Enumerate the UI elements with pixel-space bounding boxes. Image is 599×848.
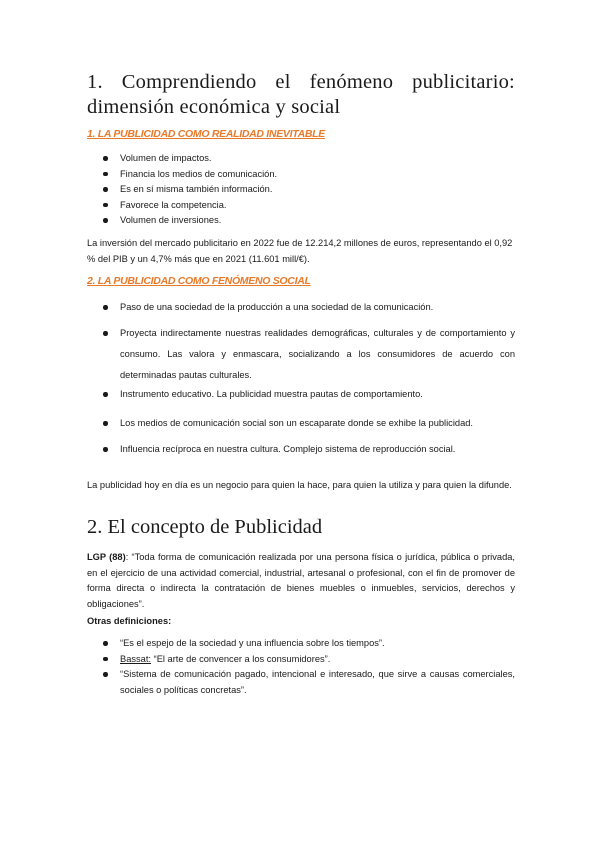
business-paragraph-text: La publicidad hoy en día es un negocio para quien la hace, para quien la utiliza y para quien la difunde. <box>87 480 512 490</box>
heading-1 <box>87 70 515 120</box>
heading-1-word: fenómeno <box>309 71 394 93</box>
heading-1-word: el <box>275 71 291 93</box>
list-item: Los medios de comunicación social son un escaparate donde se exhibe la publicidad. <box>103 414 515 433</box>
list-item: Volumen de inversiones. <box>103 213 515 229</box>
bassat-text: “El arte de convencer a los consumidores”. <box>151 653 331 664</box>
list-item: Influencia recíproca en nuestra cultura. Complejo sistema de reproducción social. <box>103 440 515 459</box>
section-1-title: 1. LA PUBLICIDAD COMO REALIDAD INEVITABLE <box>87 128 325 140</box>
business-paragraph <box>87 478 515 494</box>
list-item: “Es el espejo de la sociedad y una influencia sobre los tiempos”. <box>103 636 515 652</box>
list-item <box>103 652 515 668</box>
list-item: Es en sí misma también información. <box>103 182 515 198</box>
heading-1-word: Comprendiendo <box>121 71 257 93</box>
other-definitions-title: Otras definiciones: <box>87 616 172 626</box>
list-item: Proyecta indirectamente nuestras realidades demográficas, culturales y de comportamiento y consumo. Las valora y enmascara, socializando a los consumidores de acuerdo con determinadas pautas culturales. <box>103 323 515 386</box>
section-1-bullet-list <box>103 151 515 229</box>
investment-paragraph: La inversión del mercado publicitario en 2022 fue de 12.214,2 millones de euros, representando el 0,92 % del PIB y un 4,7% más que en 2021 (11.601 mill/€). <box>87 238 513 264</box>
heading-1-line-1 <box>87 70 515 95</box>
heading-2: 2. El concepto de Publicidad <box>87 516 323 538</box>
section-2-title: 2. LA PUBLICIDAD COMO FENÓMENO SOCIAL <box>87 275 311 287</box>
heading-1-word: publicitario: <box>412 71 515 93</box>
other-definitions-list <box>103 636 515 698</box>
list-item: Paso de una sociedad de la producción a una sociedad de la comunicación. <box>103 298 515 317</box>
heading-1-word: 1. <box>87 71 103 93</box>
lgp-definition <box>87 550 515 612</box>
list-item: Favorece la competencia. <box>103 198 515 214</box>
list-item: Instrumento educativo. La publicidad muestra pautas de comportamiento. <box>103 385 515 404</box>
bassat-label: Bassat: <box>120 653 152 664</box>
lgp-text: : “Toda forma de comunicación realizada por una persona física o jurídica, pública o privada, en el ejercicio de una actividad comercial, industrial, artesanal o profesional, con el fin de promover de forma directa o indirecta la contratación de bienes muebles o inmuebles, servicios, derechos y obligaciones”. <box>87 552 515 609</box>
lgp-label: LGP (88) <box>87 552 126 562</box>
heading-1-line-2: dimensión económica y social <box>87 96 341 118</box>
list-item: Volumen de impactos. <box>103 151 515 167</box>
list-item: Financia los medios de comunicación. <box>103 167 515 183</box>
list-item: “Sistema de comunicación pagado, intencional e interesado, que sirve a causas comerciales, sociales o políticas concretas”. <box>103 667 515 698</box>
